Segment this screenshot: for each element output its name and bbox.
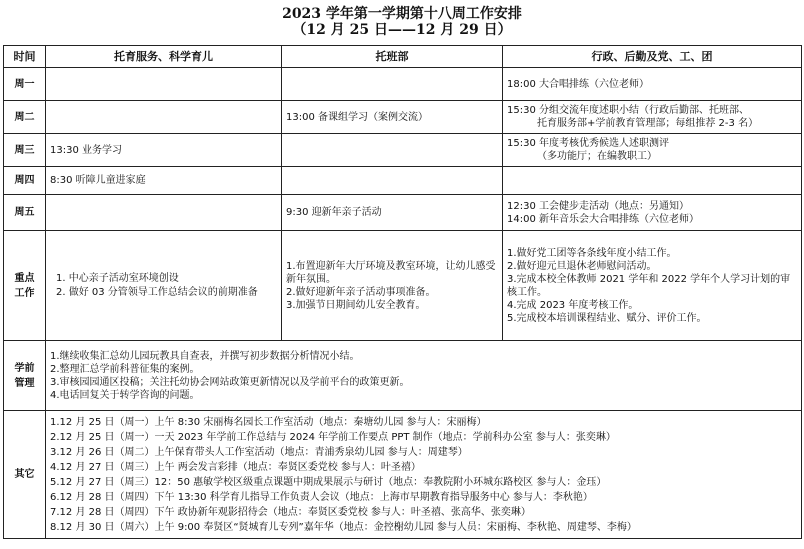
entry: 14:00 新年音乐会大合唱排练（六位老师） — [507, 213, 699, 225]
preschool-item: 2.整理汇总学前科普征集的案例。 — [50, 363, 200, 375]
day-label: 周二 — [4, 101, 46, 134]
title-line-2: （12 月 25 日——12 月 29 日） — [292, 22, 512, 38]
cell-kindergarten — [282, 134, 503, 167]
other-item: 4.12 月 27 日（周三）上午 两会发言彩排（地点：奉贤区委党校 参与人：叶圣禧） — [50, 461, 421, 473]
entry-cont: 托育服务部+学前教育管理部；每组推荐 2-3 名） — [537, 118, 759, 129]
cell-childcare — [46, 68, 282, 101]
other-row — [4, 411, 802, 539]
day-row-wed — [4, 134, 802, 167]
focus-item: 1. 中心亲子活动室环境创设 — [56, 272, 179, 284]
focus-item: 2.做好迎新年亲子活动事项准备。 — [286, 286, 436, 298]
entry: 13:30 业务学习 — [50, 144, 122, 156]
title-line-1: 2023 学年第一学期第十八周工作安排 — [282, 6, 522, 22]
entry-cont: （多功能厅；在编教职工） — [537, 151, 657, 162]
day-label: 周四 — [4, 167, 46, 195]
other-label: 其它 — [4, 411, 46, 539]
header-row — [4, 46, 802, 68]
other-item: 7.12 月 28 日（周四）下午 政协新年观影招待会（地点：奉贤区委党校 参与人：叶圣禧、张高华、张奕琳） — [50, 506, 531, 518]
day-label: 周三 — [4, 134, 46, 167]
other-item: 1.12 月 25 日（周一）上午 8:30 宋丽梅名园长工作室活动（地点：秦塘幼儿园 参与人：宋丽梅） — [50, 416, 487, 428]
day-row-fri — [4, 195, 802, 231]
preschool-item: 3.审核园园通区投稿；关注托幼协会网站政策更新情况以及学前平台的政策更新。 — [50, 376, 410, 388]
day-row-thu — [4, 167, 802, 195]
cell-kindergarten — [282, 68, 503, 101]
document-title — [0, 0, 804, 38]
header-childcare: 托育服务、科学育儿 — [46, 46, 282, 68]
other-content — [46, 411, 802, 539]
cell-kindergarten — [282, 101, 503, 134]
schedule-table — [3, 45, 802, 539]
cell-admin — [503, 167, 802, 195]
entry: 12:30 工会健步走活动（地点：另通知） — [507, 200, 689, 212]
preschool-item: 1.继续收集汇总幼儿园玩教具自查表，并撰写初步数据分析情况小结。 — [50, 350, 360, 362]
other-item: 5.12 月 27 日（周三）12：50 惠敏学校区级重点课题中期成果展示与研讨（地点：奉教院附小环城东路校区 参与人：金珏） — [50, 476, 607, 488]
focus-item: 2.做好迎元旦退休老师慰问活动。 — [507, 260, 657, 272]
preschool-item: 4.电话回复关于转学咨询的问题。 — [50, 389, 200, 401]
entry: 18:00 大合唱排练（六位老师） — [507, 78, 649, 90]
focus-childcare — [46, 231, 282, 341]
other-item: 8.12 月 30 日（周六）上午 9:00 奉贤区“贤城育儿专列”嘉年华（地点：金控榭幼儿园 参与人员：宋丽梅、李秋艳、周建琴、李梅） — [50, 521, 637, 533]
other-item: 3.12 月 26 日（周二）上午保育带头人工作室活动（地点：青浦秀泉幼儿园 参与人：周建琴） — [50, 446, 468, 458]
cell-childcare — [46, 195, 282, 231]
entry: 15:30 分组交流年度述职小结（行政后勤部、托班部、 — [507, 105, 749, 116]
cell-kindergarten — [282, 195, 503, 231]
focus-item: 5.完成校本培训课程结业、赋分、评价工作。 — [507, 312, 707, 324]
entry: 8:30 听障儿童进家庭 — [50, 175, 146, 186]
entry: 13:00 备课组学习（案例交流） — [286, 111, 428, 123]
day-row-tue — [4, 101, 802, 134]
preschool-row — [4, 341, 802, 411]
day-row-mon — [4, 68, 802, 101]
header-admin: 行政、后勤及党、工、团 — [503, 46, 802, 68]
cell-childcare — [46, 101, 282, 134]
entry: 9:30 迎新年亲子活动 — [286, 207, 382, 218]
header-kindergarten: 托班部 — [282, 46, 503, 68]
other-item: 2.12 月 25 日（周一）一天 2023 年学前工作总结与 2024 年学前工作要点 PPT 制作（地点：学前科办公室 参与人：张奕琳） — [50, 431, 616, 443]
cell-admin — [503, 195, 802, 231]
cell-childcare — [46, 134, 282, 167]
cell-kindergarten — [282, 167, 503, 195]
focus-kindergarten — [282, 231, 503, 341]
focus-item: 1.布置迎新年大厅环境及教室环境，让幼儿感受新年氛围。 — [286, 260, 496, 285]
other-item: 6.12 月 28 日（周四）下午 13:30 科学育儿指导工作负责人会议（地点：上海市早期教育指导服务中心 参与人：李秋艳） — [50, 491, 593, 503]
focus-item: 3.完成本校全体教师 2021 学年和 2022 学年个人学习计划的审核工作。 — [507, 273, 791, 298]
focus-item: 4.完成 2023 年度考核工作。 — [507, 299, 639, 311]
focus-item: 1.做好党工团等各条线年度小结工作。 — [507, 247, 677, 259]
focus-admin — [503, 231, 802, 341]
focus-row — [4, 231, 802, 341]
cell-admin — [503, 101, 802, 134]
header-time: 时间 — [4, 46, 46, 68]
focus-label: 重点 工作 — [4, 231, 46, 341]
entry: 15:30 年度考核优秀候选人述职测评 — [507, 138, 669, 149]
cell-admin — [503, 68, 802, 101]
preschool-label: 学前 管理 — [4, 341, 46, 411]
day-label: 周一 — [4, 68, 46, 101]
focus-item: 3.加强节日期间幼儿安全教育。 — [286, 299, 426, 311]
preschool-content — [46, 341, 802, 411]
focus-item: 2. 做好 03 分管领导工作总结会议的前期准备 — [56, 286, 258, 298]
cell-childcare — [46, 167, 282, 195]
day-label: 周五 — [4, 195, 46, 231]
cell-admin — [503, 134, 802, 167]
